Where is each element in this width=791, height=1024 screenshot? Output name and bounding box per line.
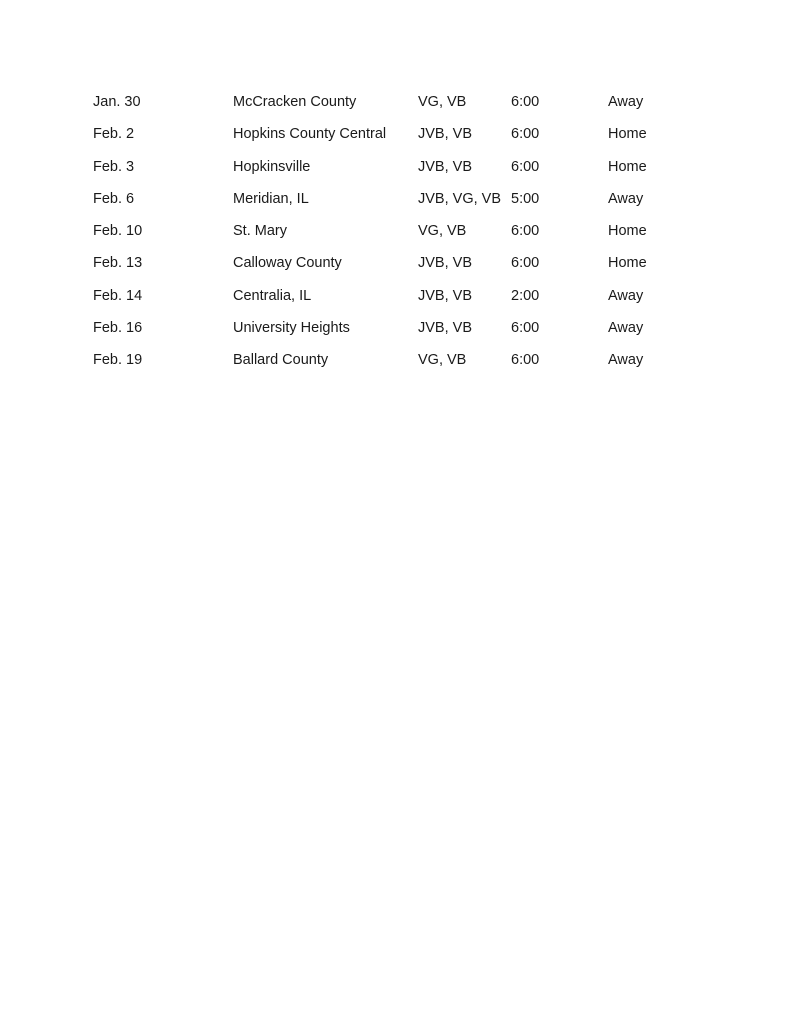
- schedule-row: [0, 157, 791, 189]
- location: Away: [608, 94, 644, 110]
- game-date: Feb. 2: [93, 126, 135, 143]
- schedule-row: [0, 253, 791, 285]
- opponent: Calloway County: [233, 255, 342, 272]
- game-schedule: [0, 92, 791, 383]
- teams: VG, VB: [418, 94, 467, 110]
- schedule-row: [0, 286, 791, 318]
- teams: JVB, VB: [418, 255, 472, 272]
- game-time: 6:00: [511, 255, 540, 272]
- schedule-row: [0, 124, 791, 156]
- game-date: Feb. 10: [93, 223, 143, 240]
- game-date: Feb. 14: [93, 287, 143, 304]
- game-date: Feb. 13: [93, 255, 143, 272]
- schedule-row: [0, 189, 791, 221]
- game-time: 6:00: [511, 223, 540, 240]
- game-time: 6:00: [511, 94, 540, 110]
- location: Away: [608, 352, 644, 369]
- teams: JVB, VB: [418, 126, 472, 143]
- opponent: Ballard County: [233, 352, 329, 369]
- teams: VG, VB: [418, 223, 467, 240]
- schedule-row: [0, 318, 791, 350]
- location: Home: [608, 126, 647, 143]
- game-time: 6:00: [511, 158, 540, 175]
- location: Away: [608, 190, 644, 207]
- schedule-row: [0, 92, 791, 124]
- teams: JVB, VB: [418, 287, 472, 304]
- game-date: Jan. 30: [93, 94, 141, 110]
- opponent: Hopkins County Central: [233, 126, 387, 143]
- opponent: St. Mary: [233, 223, 287, 240]
- game-time: 6:00: [511, 126, 540, 143]
- opponent: Hopkinsville: [233, 158, 311, 175]
- opponent: McCracken County: [233, 94, 357, 110]
- opponent: Meridian, IL: [233, 190, 309, 207]
- game-date: Feb. 19: [93, 352, 143, 369]
- location: Away: [608, 320, 644, 337]
- teams: JVB, VG, VB: [418, 190, 501, 207]
- game-time: 2:00: [511, 287, 540, 304]
- game-date: Feb. 16: [93, 320, 143, 337]
- game-date: Feb. 3: [93, 158, 135, 175]
- opponent: University Heights: [233, 320, 350, 337]
- game-time: 6:00: [511, 320, 540, 337]
- game-time: 5:00: [511, 190, 540, 207]
- schedule-row: [0, 221, 791, 253]
- location: Home: [608, 158, 647, 175]
- teams: VG, VB: [418, 352, 467, 369]
- game-time: 6:00: [511, 352, 540, 369]
- teams: JVB, VB: [418, 158, 472, 175]
- location: Home: [608, 223, 647, 240]
- schedule-row: [0, 350, 791, 382]
- location: Home: [608, 255, 647, 272]
- game-date: Feb. 6: [93, 190, 135, 207]
- location: Away: [608, 287, 644, 304]
- opponent: Centralia, IL: [233, 287, 312, 304]
- teams: JVB, VB: [418, 320, 472, 337]
